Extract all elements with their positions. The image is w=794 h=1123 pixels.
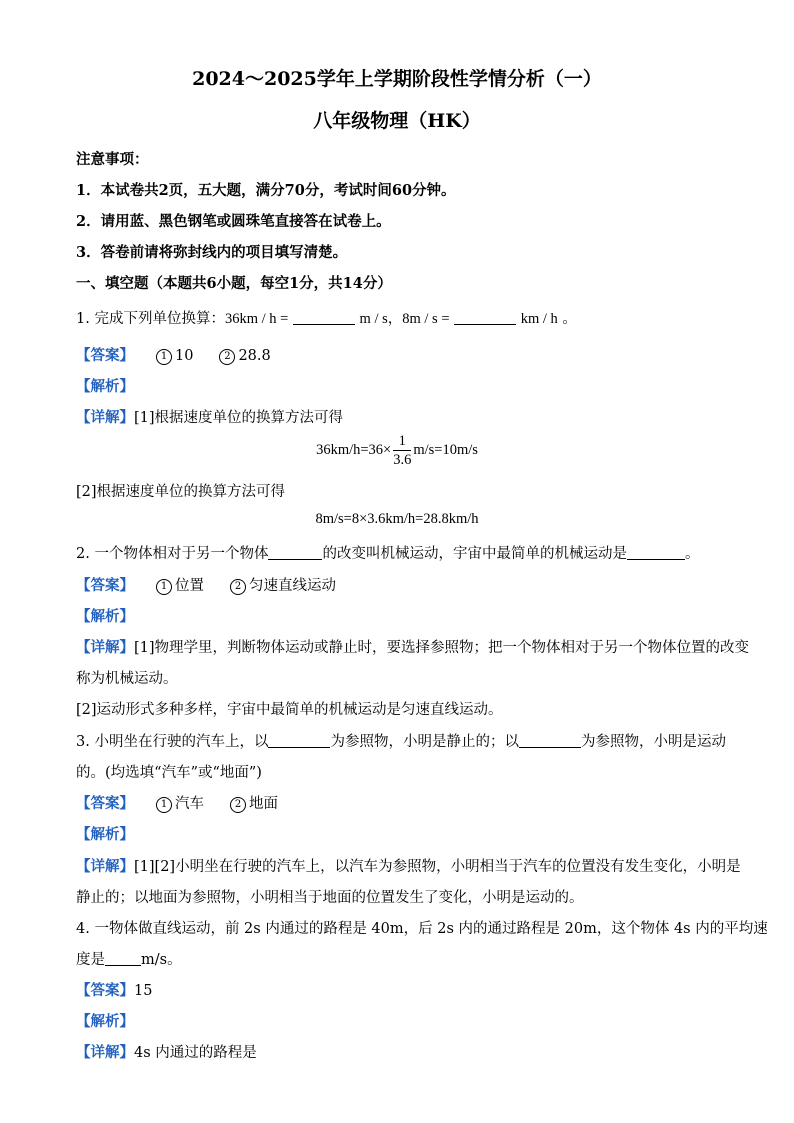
detail-text: [1][2]小明坐在行驶的汽车上，以汽车为参照物，小明相当于汽车的位置没有发生变化，小明是 bbox=[134, 859, 741, 875]
answer-value: 10 bbox=[175, 348, 194, 364]
detail-label: 【详解】 bbox=[76, 858, 134, 875]
answer-row bbox=[76, 792, 278, 813]
question-stem: 的。(均选填“汽车”或“地面”) bbox=[76, 765, 262, 781]
question-stem: 1. 完成下列单位换算： bbox=[76, 311, 225, 327]
detail-row bbox=[76, 855, 741, 876]
detail-label: 【详解】 bbox=[76, 1044, 134, 1061]
analysis-label: 【解析】 bbox=[76, 826, 134, 843]
question-4: 4. 一物体做直线运动，前 2s 内通过的路程是 40m，后 2s 内的通过路程是 20m，这个物体 4s 内的平均速 bbox=[76, 921, 768, 937]
fraction-numerator: 1 bbox=[393, 432, 411, 451]
notice-heading: 注意事项： bbox=[76, 151, 149, 168]
notice-item: 3．答卷前请将弥封线内的项目填写清楚。 bbox=[76, 244, 348, 261]
punctuation: 。 bbox=[684, 546, 700, 562]
exam-title: 2024～2025学年上学期阶段性学情分析（一） bbox=[192, 68, 602, 90]
detail-row bbox=[76, 406, 343, 427]
equation-part: m/s=10m/s bbox=[413, 441, 478, 458]
detail-text: [1]根据速度单位的换算方法可得 bbox=[134, 410, 344, 426]
circled-number-1: 1 bbox=[156, 349, 172, 365]
math-expression: 36km / h = bbox=[224, 311, 289, 327]
detail-text: 4s 内通过的路程是 bbox=[134, 1045, 257, 1061]
question-stem: 为参照物，小明是静止的；以 bbox=[330, 734, 519, 750]
answer-label: 【答案】 bbox=[76, 795, 134, 812]
answer-value: 位置 bbox=[175, 578, 204, 594]
analysis-label: 【解析】 bbox=[76, 1013, 134, 1030]
circled-number-2: 2 bbox=[230, 797, 246, 813]
equation-1 bbox=[0, 432, 794, 469]
answer-blank bbox=[105, 951, 141, 966]
question-stem bbox=[76, 948, 182, 969]
question-stem: 的改变叫机械运动，宇宙中最简单的机械运动是 bbox=[322, 546, 627, 562]
answer-label: 【答案】 bbox=[76, 347, 134, 364]
answer-label: 【答案】 bbox=[76, 577, 134, 594]
circled-number-2: 2 bbox=[219, 349, 235, 365]
detail-text: 称为机械运动。 bbox=[76, 671, 178, 687]
equation-part: 36km/h=36× bbox=[316, 441, 392, 458]
punctuation: 。 bbox=[562, 311, 577, 327]
question-stem: m/s。 bbox=[141, 952, 182, 968]
analysis-label: 【解析】 bbox=[76, 378, 134, 395]
equation-2: 8m/s=8×3.6km/h=28.8km/h bbox=[315, 511, 479, 527]
answer-value: 匀速直线运动 bbox=[249, 578, 336, 594]
detail-row bbox=[76, 636, 749, 657]
answer-value: 28.8 bbox=[238, 348, 271, 364]
question-2 bbox=[76, 542, 699, 563]
answer-blank bbox=[268, 733, 330, 748]
answer-value: 15 bbox=[134, 983, 153, 999]
detail-label: 【详解】 bbox=[76, 639, 134, 656]
circled-number-2: 2 bbox=[230, 579, 246, 595]
detail-text: 静止的；以地面为参照物，小明相当于地面的位置发生了变化，小明是运动的。 bbox=[76, 890, 584, 906]
fraction bbox=[393, 432, 411, 469]
punctuation: ， bbox=[387, 311, 403, 327]
answer-blank bbox=[268, 545, 322, 560]
question-stem: 为参照物，小明是运动 bbox=[580, 734, 726, 750]
detail-text: [1]物理学里，判断物体运动或静止时，要选择参照物；把一个物体相对于另一个物体位置的改变 bbox=[134, 640, 750, 656]
circled-number-1: 1 bbox=[156, 579, 172, 595]
section-heading: 一、填空题（本题共6小题，每空1分，共14分） bbox=[76, 275, 392, 292]
detail-text: [2]根据速度单位的换算方法可得 bbox=[76, 484, 286, 500]
question-3 bbox=[76, 730, 726, 751]
math-unit: m / s bbox=[359, 311, 388, 327]
answer-row bbox=[76, 344, 271, 365]
detail-text: [2]运动形式多种多样，宇宙中最简单的机械运动是匀速直线运动。 bbox=[76, 702, 503, 718]
notice-item: 1．本试卷共2页，五大题，满分70分，考试时间60分钟。 bbox=[76, 182, 456, 199]
answer-blank bbox=[454, 310, 516, 325]
answer-blank bbox=[293, 310, 355, 325]
fraction-denominator: 3.6 bbox=[393, 452, 412, 468]
question-stem: 2. 一个物体相对于另一个物体 bbox=[76, 546, 269, 562]
exam-subtitle: 八年级物理（HK） bbox=[313, 110, 481, 132]
detail-label: 【详解】 bbox=[76, 409, 134, 426]
answer-blank bbox=[627, 545, 685, 560]
detail-row bbox=[76, 1041, 257, 1062]
math-expression: 8m / s = bbox=[402, 311, 450, 327]
answer-label: 【答案】 bbox=[76, 982, 134, 999]
answer-row bbox=[76, 574, 336, 595]
answer-value: 汽车 bbox=[175, 796, 204, 812]
question-stem: 度是 bbox=[76, 952, 105, 968]
answer-blank bbox=[519, 733, 581, 748]
notice-item: 2．请用蓝、黑色钢笔或圆珠笔直接答在试卷上。 bbox=[76, 213, 391, 230]
answer-row bbox=[76, 979, 152, 1000]
question-1 bbox=[76, 307, 577, 328]
answer-value: 地面 bbox=[249, 796, 278, 812]
math-unit: km / h bbox=[520, 311, 558, 327]
question-stem: 3. 小明坐在行驶的汽车上，以 bbox=[76, 734, 269, 750]
analysis-label: 【解析】 bbox=[76, 608, 134, 625]
circled-number-1: 1 bbox=[156, 797, 172, 813]
